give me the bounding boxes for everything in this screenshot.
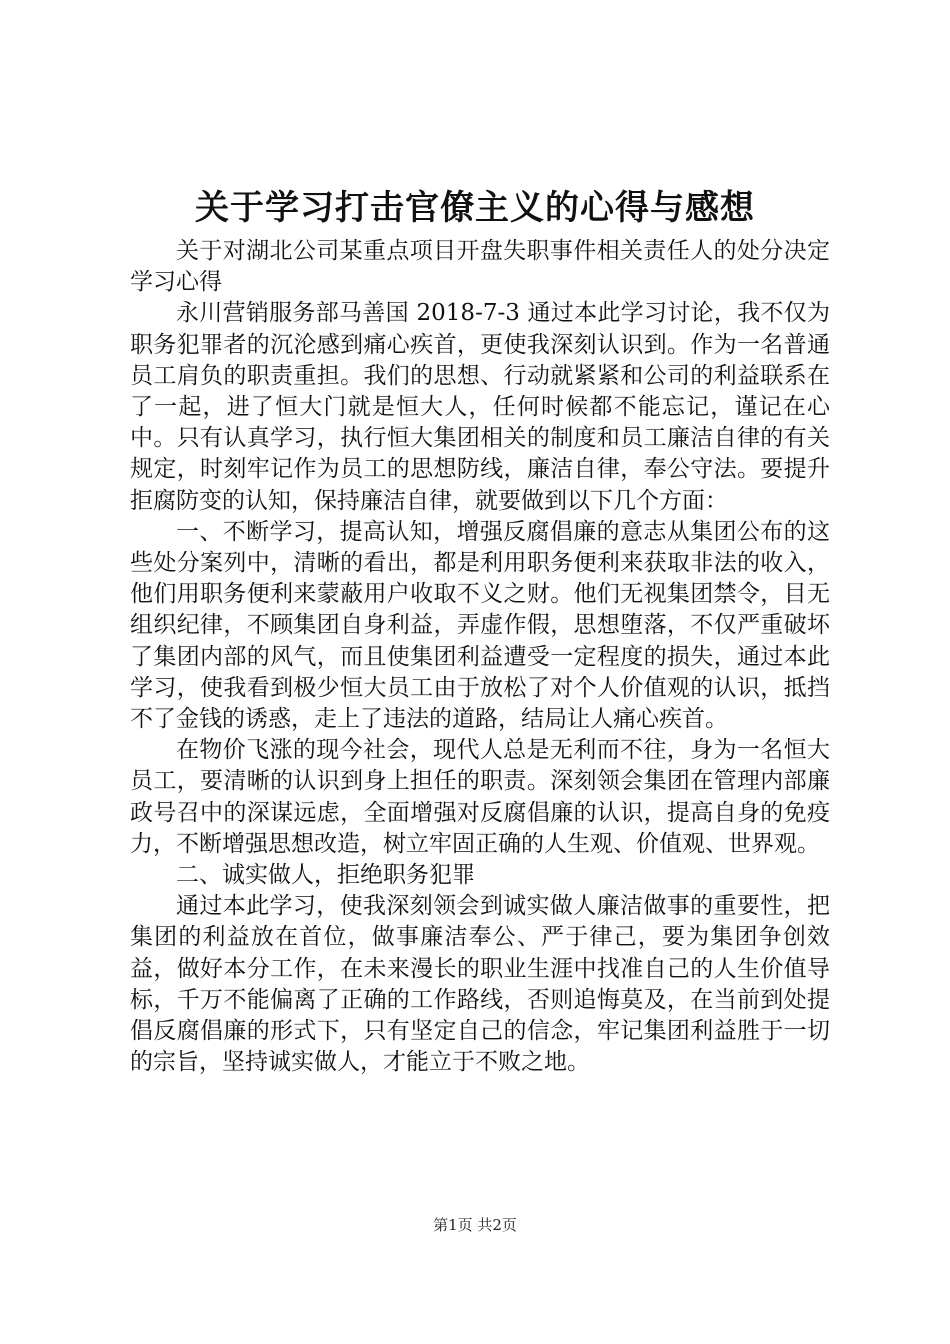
document-title: 关于学习打击官僚主义的心得与感想 xyxy=(195,188,755,228)
section-heading-two: 二、诚实做人，拒绝职务犯罪 xyxy=(176,862,475,889)
page-footer: 第1页 共2页 xyxy=(433,1216,517,1234)
paragraph-section-two: 通过本此学习，使我深刻领会到诚实做人廉洁做事的重要性，把集团的利益放在首位，做事廉洁奉公、严于律己，要为集团争创效益，做好本分工作，在未来漫长的职业生涯中找准自己的人生价值导标，千万不能偏离了正确的工作路线，否则追悔莫及，在当前到处提倡反腐倡廉的形式下，只有坚定自己的信念，牢记集团利益胜于一切的宗旨，坚持诚实做人，才能立于不败之地。 xyxy=(130,893,830,1076)
paragraph-section-one: 一、不断学习，提高认知，增强反腐倡廉的意志从集团公布的这些处分案列中，清晰的看出，都是利用职务便利来获取非法的收入，他们用职务便利来蒙蔽用户收取不义之财。他们无视集团禁令，目无组织纪律，不顾集团自身利益，弄虚作假，思想堕落，不仅严重破坏了集团内部的风气，而且使集团利益遭受一定程度的损失，通过本此学习，使我看到极少恒大员工由于放松了对个人价值观的认识，抵挡不了金钱的诱惑，走上了违法的道路，结局让人痛心疾首。 xyxy=(130,518,830,733)
paragraph-responsibility: 在物价飞涨的现今社会，现代人总是无利而不往，身为一名恒大员工，要清晰的认识到身上担任的职责。深刻领会集团在管理内部廉政号召中的深谋远虑，全面增强对反腐倡廉的认识，提高自身的免疫力，不断增强思想改造，树立牢固正确的人生观、价值观、世界观。 xyxy=(130,737,830,857)
paragraph-subtitle: 关于对湖北公司某重点项目开盘失职事件相关责任人的处分决定学习心得 xyxy=(130,238,830,296)
paragraph-intro: 永川营销服务部马善国 2018-7-3 通过本此学习讨论，我不仅为职务犯罪者的沉沦感到痛心疾首，更使我深刻认识到。作为一名普通员工肩负的职责重担。我们的思想、行动就紧紧和公司的利益联系在了一起，进了恒大门就是恒大人，任何时候都不能忘记，谨记在心中。只有认真学习，执行恒大集团相关的制度和员工廉洁自律的有关规定，时刻牢记作为员工的思想防线，廉洁自律，奉公守法。要提升拒腐防变的认知，保持廉洁自律，就要做到以下几个方面： xyxy=(130,300,830,514)
document-body xyxy=(130,236,830,1078)
